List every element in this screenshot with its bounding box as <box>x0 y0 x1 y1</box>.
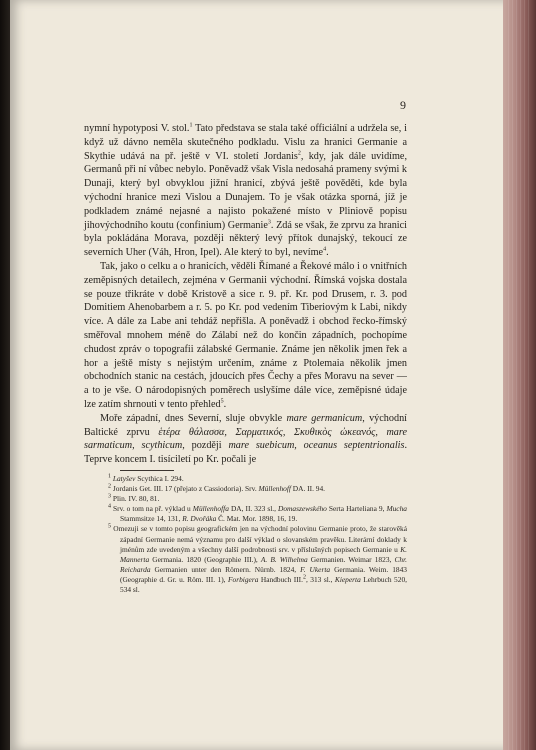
paragraph-3-text-b: , východní Baltické zprvu <box>84 412 407 438</box>
paragraph-2-text-b: . <box>223 398 227 410</box>
footnote-ref-5: 5 <box>220 398 224 405</box>
paragraph-1-text-d: . Zdá se však, že zprvu za hranici byla pokládána Morava, později některý levý přítok dunajský, tekoucí ze severních Uher (Váh, Hron, Ipel). Ale který to byl, nevíme <box>84 219 407 259</box>
paragraph-3-text-d: , později <box>182 440 229 452</box>
paragraph-1-text-c: , kdy, jak dále uvidíme, Germanů při ní vůbec nebylo. Poněvadž však Visla nedosahá prameny svými k Dunaji, který byl obvyklou jižní hranicí, zbývá ještě pověděti, kde byla východní hranice mezi Vislou a Dunajem. To je však otázka sporná, jíž je podkladem známé nejasné a najisto pokažené místo v Pliniově popisu jihovýchodního koutu (confinium) Germanie <box>84 150 407 231</box>
latin-term-germanicum: mare germanicum <box>286 412 363 424</box>
footnote-5-number: 5 <box>108 524 111 530</box>
footnote-5-author-5: Forbigera <box>228 574 259 584</box>
footnote-5-text: Omezuji se v tomto popisu geografickém jen na východní polovinu Germanie proto, že starověká západní Germanie nemá významu pro další výklad o slovanském pravěku. Literární doklady k jménům zde uvedeným a všechny další podrobnosti srv. v příslušných popisech Germanie u <box>113 524 407 554</box>
greek-terms: ἑτέρα θάλασσα, Σαρματικός, Σκυθικὸς ὠκεανός <box>158 426 376 438</box>
latin-term-suebicum: mare suebicum, oceanus septentrionalis <box>228 440 405 452</box>
paragraph-3-text-e: . Teprve koncem I. tisíciletí po Kr. počali je <box>84 440 407 466</box>
paragraph-1 <box>84 122 407 260</box>
footnote-5-text-g: , 313 sl., <box>305 574 335 584</box>
footnote-2-text-b: DA. II. 94. <box>290 484 326 494</box>
footnote-5-author-6: Kieperta <box>334 574 361 584</box>
paragraph-1-text-e: . <box>326 247 329 259</box>
paragraph-3-text-a: Moře západní, dnes Severní, sluje obvykle <box>100 412 287 424</box>
footnote-5-author-3: Chr. Reicharda <box>120 554 407 574</box>
footnote-3-number: 3 <box>108 493 111 500</box>
footnote-4-author-3: Mucha <box>386 504 407 514</box>
footnote-5 <box>84 524 407 595</box>
footnote-ref-4: 4 <box>323 246 327 253</box>
footnote-5-text-f: Handbuch III. <box>258 574 303 584</box>
footnote-5-edition-sup: 2 <box>302 574 306 581</box>
footnote-4-text-c: Serta Harteliana 9, <box>326 504 387 514</box>
footnote-1-number: 1 <box>108 473 111 480</box>
body-text <box>84 122 407 467</box>
footnote-ref-3: 3 <box>267 219 271 226</box>
footnote-4-text: Srv. o tom na př. výklad u <box>113 504 193 514</box>
paragraph-2 <box>84 260 407 412</box>
footnote-2-number: 2 <box>108 483 111 490</box>
footnote-4-author-2: Domaszewského <box>278 504 327 514</box>
latin-term-sarmaticum: mare sarmaticum, scythicum <box>84 426 408 452</box>
footnote-4-text-b: DA, II. 323 sl., <box>228 504 279 514</box>
footnote-3-text: Plin. IV. 80, 81. <box>112 494 160 504</box>
footnote-5-text-h: Lehrbuch 520, 534 sl. <box>120 574 407 595</box>
footnote-rule <box>120 470 174 471</box>
footnote-4-text-d: Stammsitze 14, 131, <box>120 514 183 524</box>
paragraph-1-text-b: Tato představa se stala také officiální a udržela se, i když už dávno neměla skutečného podkladu. Vislu za hranici Germanie a Skythie udává na př. ještě v VI. století Jordanis <box>84 123 407 162</box>
footnote-ref-1: 1 <box>189 122 193 129</box>
footnote-2-author: Müllenhoff <box>258 484 291 494</box>
footnote-4-number: 4 <box>108 503 111 510</box>
footnote-ref-2: 2 <box>297 150 301 157</box>
footnote-2 <box>84 484 407 494</box>
paragraph-2-text-a: Tak, jako o celku a o hranicích, věděli Římané a Řekové málo i o vnitřních zeměpisných detailech, zejména v Germanii východní. Římská vojska dostala se pouze třikráte v době Kristově a sice r. 9. př. Kr. pod Drusem, r. 3. pod Domitiem Ahenobarbem a r. 5. po Kr. pod vedením Tiberiovým k Labi, nikdy více. A dále za Labe ani tehdáž nepřišla. A poněvadž i obchod řecko-římský směřoval mnohem méně do Zálabí než do končin západních, pochopíme chudost zpráv o topografii zálabské Germanie. Známe jen několik jmen řek a hor a ještě místy s nejistým určením, známe z Ptolemaia několik jmen obchodních stanic na cestách, jdoucích přes Čechy a přes Moravu na sever — a to je vše. O národopisných poměrech uslyšíme dále více, zeměpisné údaje lze zatím shrnouti v tento přehled <box>84 260 407 410</box>
footnote-5-text-d: Germanien unter den Römern. Nürnb. 1824, <box>150 564 301 574</box>
footnote-4 <box>84 504 407 524</box>
footnote-1 <box>84 474 407 484</box>
footnote-5-author-2: A. B. Wilhelma <box>260 554 308 564</box>
footnote-4-author-1: Müllenhoffa <box>192 504 229 514</box>
page-edge-lines <box>508 0 530 750</box>
footnote-3 <box>84 494 407 504</box>
footnotes <box>84 474 407 595</box>
footnote-5-text-b: Germania. 1820 (Geographie III.), <box>149 554 261 564</box>
paragraph-3 <box>84 412 407 467</box>
footnote-5-author-1: K. Mannerta <box>120 544 407 564</box>
page-number: 9 <box>400 98 406 112</box>
paragraph-3-text-c: , <box>375 426 387 438</box>
footnote-5-text-c: Germanien. Weimar 1823, <box>307 554 395 564</box>
paragraph-1-text-a: nymní hypotyposi V. stol. <box>84 123 190 134</box>
footnote-2-text: Jordanis Get. III. 17 (přejato z Cassiodoria). Srv. <box>112 484 259 494</box>
footnote-4-author-4: R. Dvořáka <box>182 514 217 524</box>
footnote-1-author: Latyšev <box>112 474 136 483</box>
footnote-5-author-4: F. Ukerta <box>300 564 331 574</box>
footnote-1-text: Scythica I. 294. <box>135 474 184 483</box>
footnote-4-text-e: Č. Mat. Mor. 1898, 16, 19. <box>216 514 298 524</box>
footnote-5-text-e: Germania. Weim. 1843 (Geographie d. Gr. u. Röm. III. 1), <box>120 564 407 584</box>
